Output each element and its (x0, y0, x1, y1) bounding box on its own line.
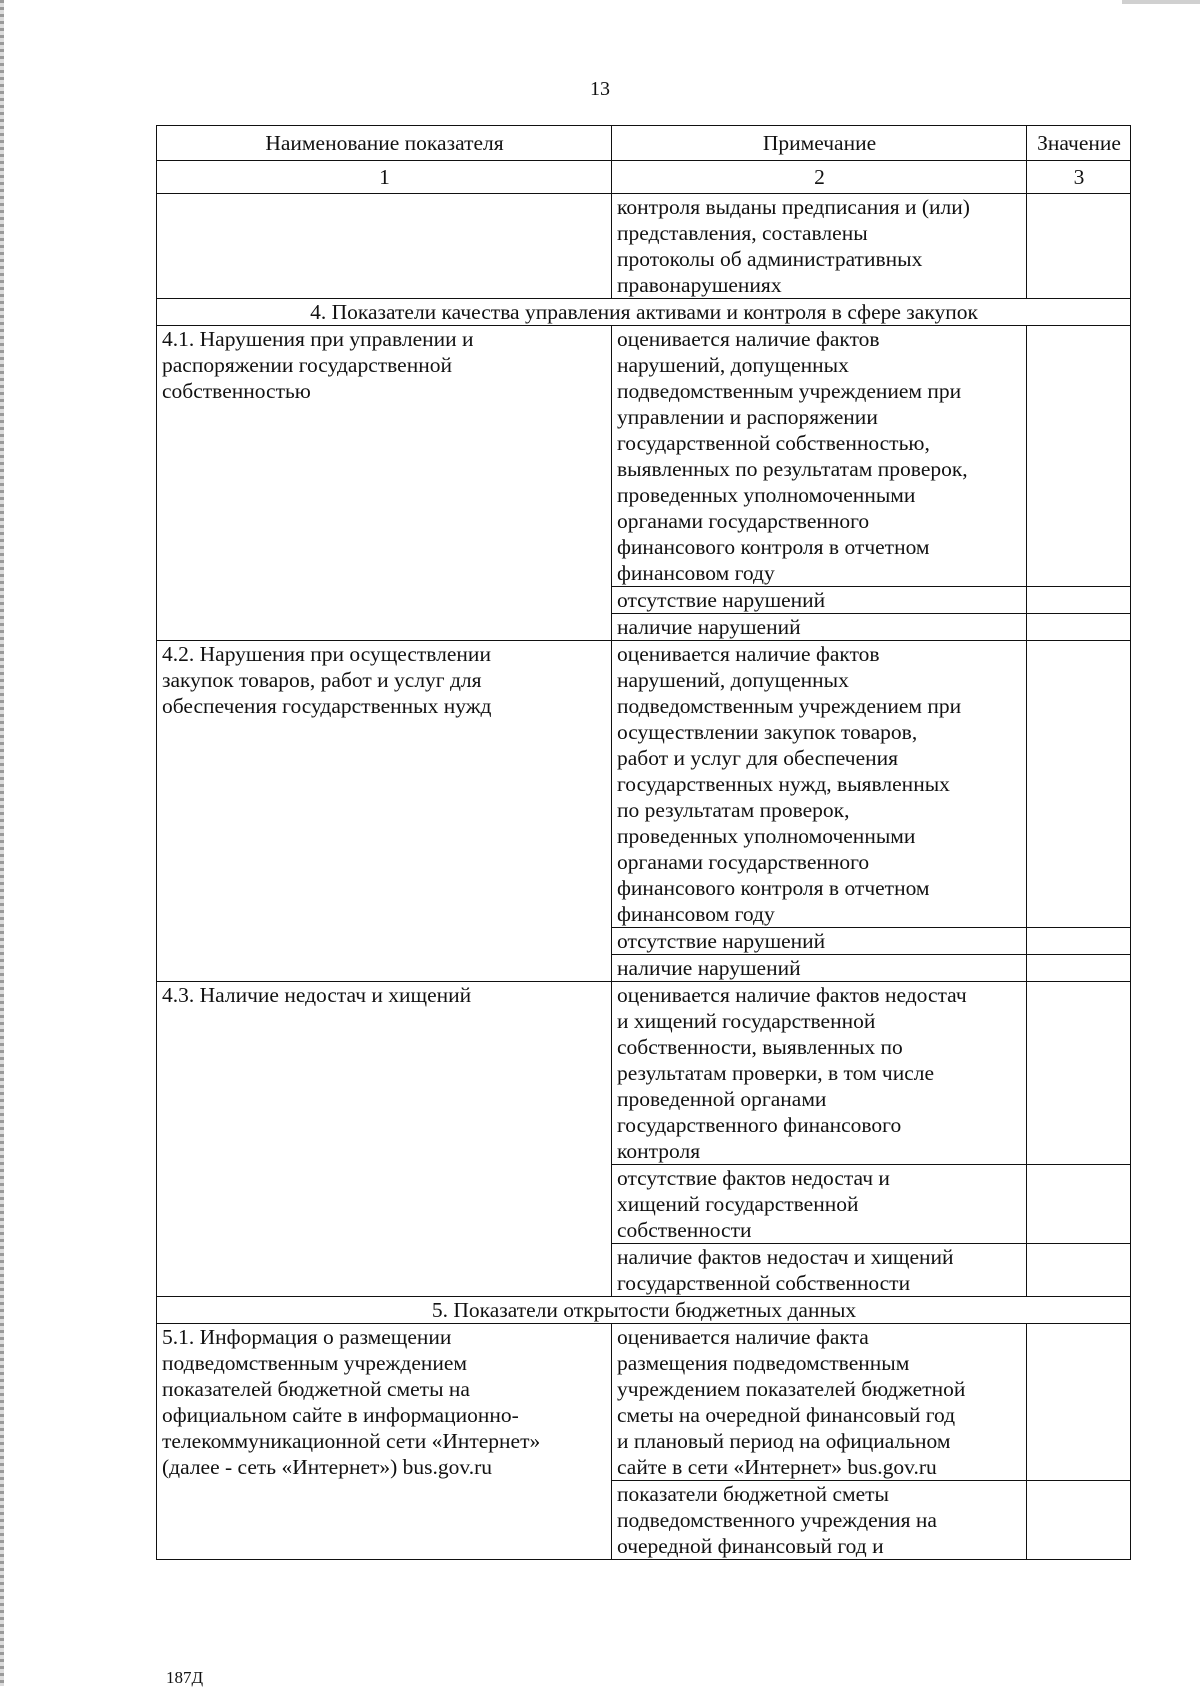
note-cell (612, 194, 1027, 299)
note-cell (612, 326, 1027, 587)
indicator-name-cell (157, 326, 612, 641)
value-cell (1027, 1481, 1131, 1560)
value-cell (1027, 194, 1131, 299)
section-row (157, 299, 1131, 326)
table-row (157, 326, 1131, 587)
option-cell (612, 1244, 1027, 1297)
value-cell (1027, 1324, 1131, 1481)
value-cell (1027, 641, 1131, 928)
value-cell (1027, 587, 1131, 614)
option-cell: отсутствие нарушений (612, 928, 1027, 955)
indicator-4-1-note: оценивается наличие фактов нарушений, допущенных подведомственным учреждением при управлении и распоряжении государственной собственностью, выявленных по результатам проверок, проведенных уполномоченными органами государственного финансового контроля в отчетном финансовом году (617, 327, 968, 585)
indicator-name-cell (157, 982, 612, 1297)
column-number-3: 3 (1027, 161, 1131, 194)
indicator-4-1-name: 4.1. Нарушения при управлении и распоряжении государственной собственностью (162, 327, 474, 403)
indicator-4-2-note: оценивается наличие фактов нарушений, допущенных подведомственным учреждением при осуществлении закупок товаров, работ и услуг для обеспечения государственных нужд, выявленных по результатам проверок, проведенных уполномоченными органами государственного финансового контроля в отчетном финансовом году (617, 642, 962, 926)
table-row (157, 982, 1131, 1165)
value-cell (1027, 326, 1131, 587)
value-cell (1027, 614, 1131, 641)
option-cell: наличие нарушений (612, 955, 1027, 982)
scan-left-edge (0, 0, 4, 1686)
indicator-5-1-note: оценивается наличие факта размещения подведомственным учреждением показателей бюджетной сметы на очередной финансовый год и плановый период на официальном сайте в сети «Интернет» bus.gov.ru (617, 1325, 966, 1479)
indicator-4-3-note: оценивается наличие фактов недостач и хищений государственной собственности, выявленных по результатам проверки, в том числе проведенной органами государственного финансового контроля (617, 983, 967, 1163)
value-cell (1027, 1165, 1131, 1244)
note-cell (612, 641, 1027, 928)
section-4-title: 4. Показатели качества управления активами и контроля в сфере закупок (157, 299, 1131, 326)
indicator-5-1-name: 5.1. Информация о размещении подведомственным учреждением показателей бюджетной сметы на официальном сайте в информационно- телекоммуникационной сети «Интернет» (далее - сеть «Интернет») bus.gov.ru (162, 1325, 541, 1479)
value-cell (1027, 955, 1131, 982)
footer-code: 187Д (166, 1668, 204, 1687)
column-number-row (157, 161, 1131, 194)
indicator-table (156, 125, 1131, 1560)
indicator-4-3-opt2: наличие фактов недостач и хищений государственной собственности (617, 1245, 954, 1295)
value-cell (1027, 928, 1131, 955)
section-5-title: 5. Показатели открытости бюджетных данных (157, 1297, 1131, 1324)
name-cell-empty (157, 194, 612, 299)
section-row (157, 1297, 1131, 1324)
value-cell (1027, 1244, 1131, 1297)
table-row (157, 641, 1131, 928)
option-cell (612, 1165, 1027, 1244)
value-cell (1027, 982, 1131, 1165)
note-cell (612, 1324, 1027, 1481)
header-name: Наименование показателя (157, 126, 612, 161)
indicator-5-1-opt1: показатели бюджетной сметы подведомственного учреждения на очередной финансовый год и (617, 1482, 937, 1558)
page-number: 13 (590, 78, 610, 100)
option-cell: отсутствие нарушений (612, 587, 1027, 614)
indicator-4-3-opt1: отсутствие фактов недостач и хищений государственной собственности (617, 1166, 890, 1242)
indicator-name-cell (157, 1324, 612, 1560)
option-cell (612, 1481, 1027, 1560)
indicator-4-3-name: 4.3. Наличие недостач и хищений (162, 983, 472, 1007)
table-row (157, 194, 1131, 299)
continuation-note: контроля выданы предписания и (или) представления, составлены протоколы об административных правонарушениях (617, 195, 970, 297)
column-number-1: 1 (157, 161, 612, 194)
header-note: Примечание (612, 126, 1027, 161)
column-number-2: 2 (612, 161, 1027, 194)
table-row (157, 1324, 1131, 1481)
table-header-row (157, 126, 1131, 161)
option-cell: наличие нарушений (612, 614, 1027, 641)
indicator-name-cell (157, 641, 612, 982)
indicator-4-2-name: 4.2. Нарушения при осуществлении закупок товаров, работ и услуг для обеспечения государственных нужд (162, 642, 492, 718)
scan-top-mark (1122, 0, 1200, 4)
note-cell (612, 982, 1027, 1165)
header-value: Значение (1027, 126, 1131, 161)
